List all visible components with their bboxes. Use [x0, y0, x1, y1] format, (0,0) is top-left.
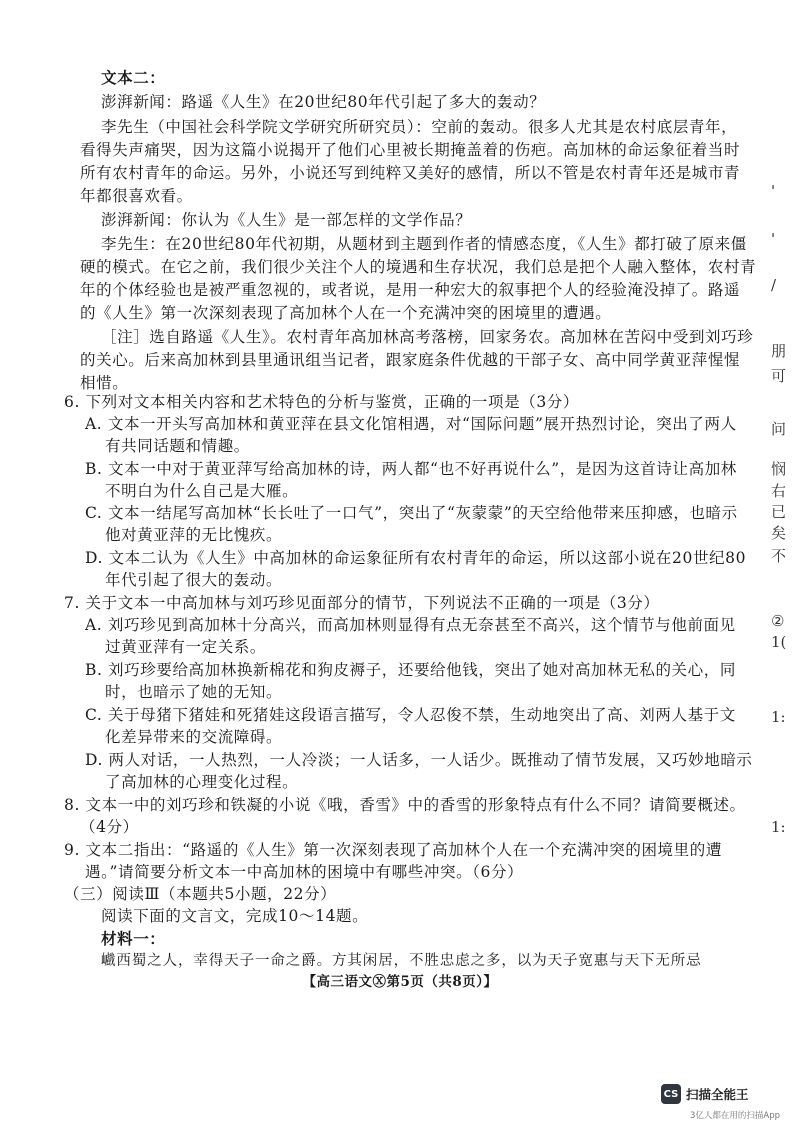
interview-answer-1-line-2: 看得失声痛哭，因为这篇小说揭开了他们心里被长期掩盖着的伤疤。高加林的命运象征着当时 [80, 141, 741, 159]
question-6-option-b-line-1: B. 文本一中对于黄亚萍写给高加林的诗，两人都“也不好再说什么”，是因为这首诗让高加林 [85, 460, 737, 478]
interview-answer-2-line-1: 李先生：在20世纪80年代初期，从题材到主题到作者的情感态度，《人生》都打破了原来僵 [101, 235, 747, 253]
interview-answer-2-line-3: 年的个体经验也是被严重忽视的，或者说，是用一种宏大的叙事把个人的经验淹没掉了。路遥 [80, 281, 741, 299]
question-6-option-b-line-2: 不明白为什么自己是大雁。 [105, 482, 299, 500]
question-7-option-b-line-2: 时，也暗示了她的无知。 [105, 683, 283, 701]
question-7-option-c-line-1: C. 关于母猪下猪娃和死猪娃这段语言描写，令人忍俊不禁，生动地突出了高、刘两人基于文 [85, 706, 736, 724]
interview-question-1: 澎湃新闻：路遥《人生》在20世纪80年代引起了多大的轰动？ [101, 93, 546, 111]
question-6-stem: 6. 下列对文本相关内容和艺术特色的分析与鉴赏，正确的一项是（3分） [64, 393, 579, 411]
section-heading-text2: 文本二： [101, 68, 166, 87]
question-6-option-a-line-2: 有共同话题和情趣。 [105, 437, 250, 455]
edge-mark: ' [771, 182, 776, 200]
watermark-tagline: 3亿人都在用的扫描App [690, 1111, 781, 1121]
page-footer: 【高三语文Ⓧ第5页（共8页）】 [302, 974, 498, 990]
edge-mark: / [771, 276, 777, 294]
edge-mark: 右 [771, 482, 787, 500]
reading-section-heading: （三）阅读Ⅲ（本题共5小题，22分） [64, 885, 337, 903]
interview-answer-1-line-4: 年都很喜欢看。 [80, 187, 193, 205]
material-one-label: 材料一： [101, 929, 166, 948]
question-6-option-d-line-2: 年代引起了很大的轰动。 [105, 571, 283, 589]
edge-mark: 1( [771, 633, 787, 651]
edge-mark: 可 [771, 367, 787, 385]
note-line-2: 的关心。后来高加林到县里通讯组当记者，跟家庭条件优越的干部子女、高中同学黄亚萍惺惺 [80, 351, 741, 369]
question-8-line-2: （4分） [80, 818, 139, 836]
interview-answer-1-line-3: 所有农村青年的命运。另外，小说还写到纯粹又美好的感情，所以不管是农村青年还是城市青 [80, 164, 741, 182]
edge-mark: 矣 [771, 524, 787, 542]
question-7-option-d-line-2: 了高加林的心理变化过程。 [105, 773, 299, 791]
camscanner-logo-icon: CS [661, 1084, 681, 1104]
edge-mark: ' [771, 230, 776, 248]
note-line-1: ［注］选自路遥《人生》。农村青年高加林高考落榜，回家务农。高加林在苦闷中受到刘巧珍 [101, 328, 754, 346]
question-7-option-d-line-1: D. 两人对话，一人热烈，一人冷淡；一人话多，一人话少。既推动了情节发展，又巧妙地暗示 [85, 751, 753, 769]
question-7-option-a-line-2: 过黄亚萍有一定关系。 [105, 638, 267, 656]
edge-mark: 悯 [771, 460, 787, 478]
interview-answer-2-line-2: 硬的模式。在它之前，我们很少关注个人的境遇和生存状况，我们总是把个人融入整体，农村青 [80, 258, 757, 276]
question-7-stem: 7. 关于文本一中高加林与刘巧珍见面部分的情节，下列说法不正确的一项是（3分） [64, 594, 660, 612]
question-8-line-1: 8. 文本一中的刘巧珍和铁凝的小说《哦，香雪》中的香雪的形象特点有什么不同？请简要概述。 [64, 796, 746, 814]
question-7-option-b-line-1: B. 刘巧珍要给高加林换新棉花和狗皮褥子，还要给他钱，突出了她对高加林无私的关心，同 [85, 661, 736, 679]
edge-mark: 1: [771, 708, 786, 726]
question-6-option-d-line-1: D. 文本二认为《人生》中高加林的命运象征所有农村青年的命运，所以这部小说在20世纪80 [85, 549, 747, 567]
classical-text-line-1: 巇西蜀之人，幸得天子一命之爵。方其闲居，不胜忠虑之多，以为天子宽惠与天下无所忌 [101, 953, 702, 969]
edge-mark: 1: [771, 818, 786, 836]
question-7-option-c-line-2: 化差异带来的交流障碍。 [105, 728, 283, 746]
interview-answer-1-line-1: 李先生（中国社会科学院文学研究所研究员）：空前的轰动。很多人尤其是农村底层青年， [101, 118, 738, 136]
question-7-option-a-line-1: A. 刘巧珍见到高加林十分高兴，而高加林则显得有点无奈甚至不高兴，这个情节与他前面见 [85, 616, 736, 634]
question-9-line-1: 9. 文本二指出：“路遥的《人生》第一次深刻表现了高加林个人在一个充满冲突的困境里的遭 [64, 841, 722, 859]
interview-answer-2-line-4: 的《人生》第一次深刻表现了高加林个人在一个充满冲突的困境里的遭遇。 [80, 304, 612, 322]
question-6-option-a-line-1: A. 文本一开头写高加林和黄亚萍在县文化馆相遇，对“国际问题”展开热烈讨论，突出了两人 [85, 415, 737, 433]
question-9-line-2: 遇。”请简要分析文本一中高加林的困境中有哪些冲突。（6分） [85, 863, 524, 881]
edge-mark: ② [771, 612, 785, 630]
question-6-option-c-line-1: C. 文本一结尾写高加林“长长吐了一口气”，突出了“灰蒙蒙”的天空给他带来压抑感，也暗示 [85, 504, 738, 522]
watermark-app-name: 扫描全能王 [686, 1087, 749, 1102]
question-6-option-c-line-2: 他对黄亚萍的无比愧疚。 [105, 526, 283, 544]
edge-mark: 不 [771, 547, 787, 565]
reading-instruction: 阅读下面的文言文，完成10～14题。 [101, 907, 369, 925]
edge-mark: 朋 [771, 342, 787, 360]
edge-mark: 已 [771, 503, 787, 521]
edge-mark: 问 [771, 420, 787, 438]
interview-question-2: 澎湃新闻：你认为《人生》是一部怎样的文学作品？ [101, 211, 472, 229]
note-line-3: 相惜。 [80, 374, 129, 392]
